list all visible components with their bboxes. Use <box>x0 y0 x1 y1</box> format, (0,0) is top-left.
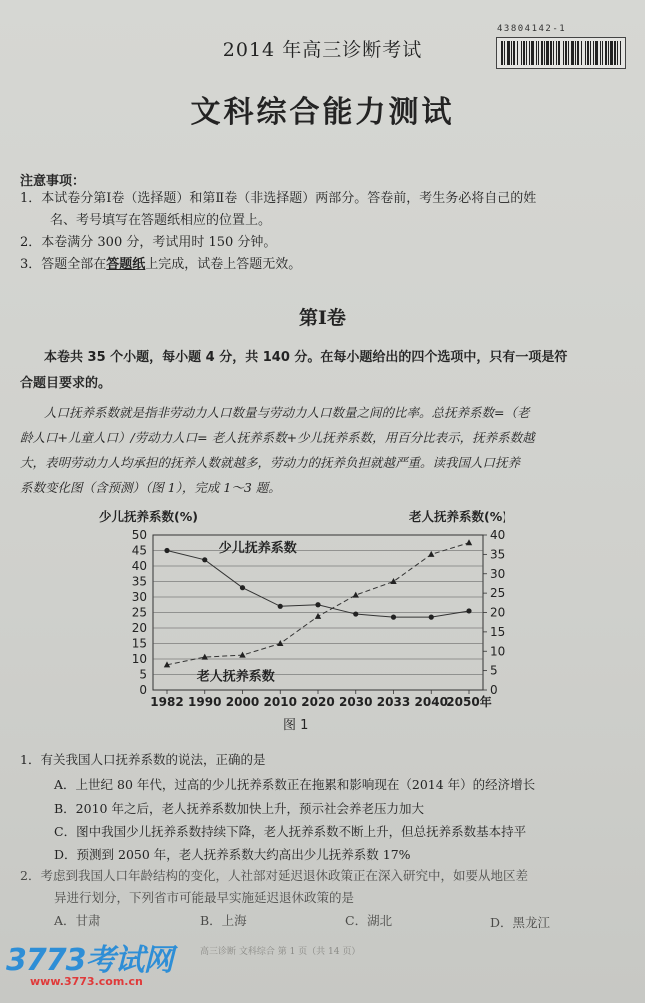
child-data-point <box>240 585 245 590</box>
page-footer: 高三诊断 文科综合 第 1 页（共 14 页） <box>200 947 361 957</box>
left-tick-label: 20 <box>131 621 147 635</box>
child-data-point <box>164 548 169 553</box>
notice-item-1-cont: 名、考号填写在答题纸相应的位置上。 <box>50 213 272 228</box>
section-intro <box>20 345 630 397</box>
child-data-point <box>315 602 320 607</box>
right-tick-label: 15 <box>490 624 505 639</box>
child-data-point <box>466 608 471 613</box>
figure-caption: 图 1 <box>283 718 309 733</box>
chart-svg <box>85 505 505 710</box>
watermark-url: www.3773.com.cn <box>30 975 143 988</box>
q1-option-a: A．上世纪 80 年代，过高的少儿抚养系数正在拖累和影响现在（2014 年）的经济增长 <box>54 777 536 792</box>
dependency-ratio-chart <box>85 505 505 714</box>
exam-title: 2014 年高三诊断考试 <box>222 39 423 61</box>
q1-option-c: C．图中我国少儿抚养系数持续下降，老人抚养系数不断上升，但总抚养系数基本持平 <box>54 824 527 839</box>
barcode-number: 43804142-1 <box>497 24 567 34</box>
elderly-data-point <box>353 592 359 598</box>
passage-line-4: 系数变化图（含预测）（图 1），完成 1～3 题。 <box>20 480 281 495</box>
series-label-elderly: 老人抚养系数 <box>196 669 275 685</box>
x-tick-label: 2050年 <box>446 695 492 709</box>
left-tick-label: 35 <box>131 574 147 589</box>
child-data-point <box>429 615 434 620</box>
notice-title: 注意事项： <box>20 174 86 189</box>
right-tick-label: 30 <box>490 566 505 581</box>
q2-option-b: B．上海 <box>200 913 247 928</box>
right-tick-label: 25 <box>490 586 505 601</box>
child-data-point <box>391 615 396 620</box>
passage-line-2: 龄人口+儿童人口）/劳动力人口= 老人抚养系数+少儿抚养系数，用百分比表示，抚养系数越 <box>20 430 535 445</box>
elderly-data-point <box>466 539 472 545</box>
notice-item-3 <box>20 254 301 276</box>
left-tick-label: 15 <box>131 636 147 651</box>
child-data-point <box>353 611 358 616</box>
elderly-data-point <box>390 578 396 584</box>
notice-item-2: 2．本卷满分 300 分，考试用时 150 分钟。 <box>20 235 277 250</box>
section-intro-line-2: 合题目要求的。 <box>20 376 112 391</box>
right-tick-label: 40 <box>490 528 505 542</box>
q2-option-a: A．甘肃 <box>54 913 101 928</box>
left-axis-label: 少儿抚养系数(%) <box>99 509 198 524</box>
passage-line-3: 大，表明劳动力人均承担的抚养人数就越多，劳动力的抚养负担就越严重。读我国人口抚养 <box>20 455 521 470</box>
answer-sheet-underlined: 答题纸 <box>106 257 146 272</box>
paper-title: 文科综合能力测试 <box>190 95 455 130</box>
x-tick-label: 2033 <box>376 695 411 709</box>
elderly-data-point <box>277 640 283 646</box>
right-tick-label: 35 <box>490 547 505 562</box>
x-tick-label: 1990 <box>188 695 222 709</box>
left-tick-label: 25 <box>131 605 147 620</box>
x-tick-label: 2010 <box>263 695 297 709</box>
passage-line-1: 人口抚养系数就是指非劳动力人口数量与劳动力人口数量之间的比率。总抚养系数=（老 <box>44 405 530 420</box>
child-data-point <box>202 557 207 562</box>
q2-option-c: C．湖北 <box>345 913 393 928</box>
right-axis-label: 老人抚养系数(%) <box>409 509 505 524</box>
right-tick-label: 10 <box>490 644 505 659</box>
watermark-main: 3773考试网 <box>6 943 173 978</box>
left-tick-label: 50 <box>131 528 147 542</box>
left-tick-label: 5 <box>139 667 147 682</box>
left-tick-label: 40 <box>131 559 147 573</box>
notice-item-3-after: 上完成，试卷上答题无效。 <box>145 257 302 272</box>
elderly-data-point <box>428 551 434 557</box>
left-tick-label: 10 <box>131 652 147 666</box>
section-intro-line-1: 本卷共 35 个小题，每小题 4 分，共 140 分。在每小题给出的四个选项中，只有一项是符 <box>44 350 568 365</box>
q1-option-b: B．2010 年之后，老人抚养系数加快上升，预示社会养老压力加大 <box>54 801 424 816</box>
right-tick-label: 0 <box>490 683 498 697</box>
x-tick-label: 2040 <box>414 695 448 709</box>
right-tick-label: 20 <box>490 605 505 620</box>
right-tick-label: 5 <box>490 663 498 678</box>
left-tick-label: 30 <box>131 590 147 604</box>
elderly-data-point <box>239 652 245 658</box>
section-title: 第Ⅰ卷 <box>299 307 346 329</box>
left-tick-label: 0 <box>139 683 147 697</box>
left-tick-label: 45 <box>131 543 147 558</box>
question-1: 1．有关我国人口抚养系数的说法，正确的是 <box>20 752 266 767</box>
child-data-point <box>278 604 283 609</box>
x-tick-label: 2000 <box>225 695 260 709</box>
question-2: 2．考虑到我国人口年龄结构的变化，人社部对延迟退休政策正在深入研究中，如要从地区差 <box>20 868 528 883</box>
passage <box>20 400 632 500</box>
x-tick-label: 1982 <box>150 695 184 709</box>
q1-option-d: D．预测到 2050 年，老人抚养系数大约高出少儿抚养系数 17% <box>54 847 411 862</box>
x-tick-label: 2030 <box>339 695 373 709</box>
notice-item-1: 1．本试卷分第Ⅰ卷（选择题）和第Ⅱ卷（非选择题）两部分。答卷前，考生务必将自己的姓 <box>20 191 537 206</box>
elderly-data-point <box>315 613 321 619</box>
notice-item-3-before: 3．答题全部在 <box>20 257 107 272</box>
question-2-cont: 异进行划分，下列省市可能最早实施延迟退休政策的是 <box>54 890 355 905</box>
x-tick-label: 2020 <box>301 695 335 709</box>
q2-option-d: D．黑龙江 <box>490 915 551 930</box>
watermark-logo <box>6 935 173 988</box>
series-label-child: 少儿抚养系数 <box>218 541 297 557</box>
